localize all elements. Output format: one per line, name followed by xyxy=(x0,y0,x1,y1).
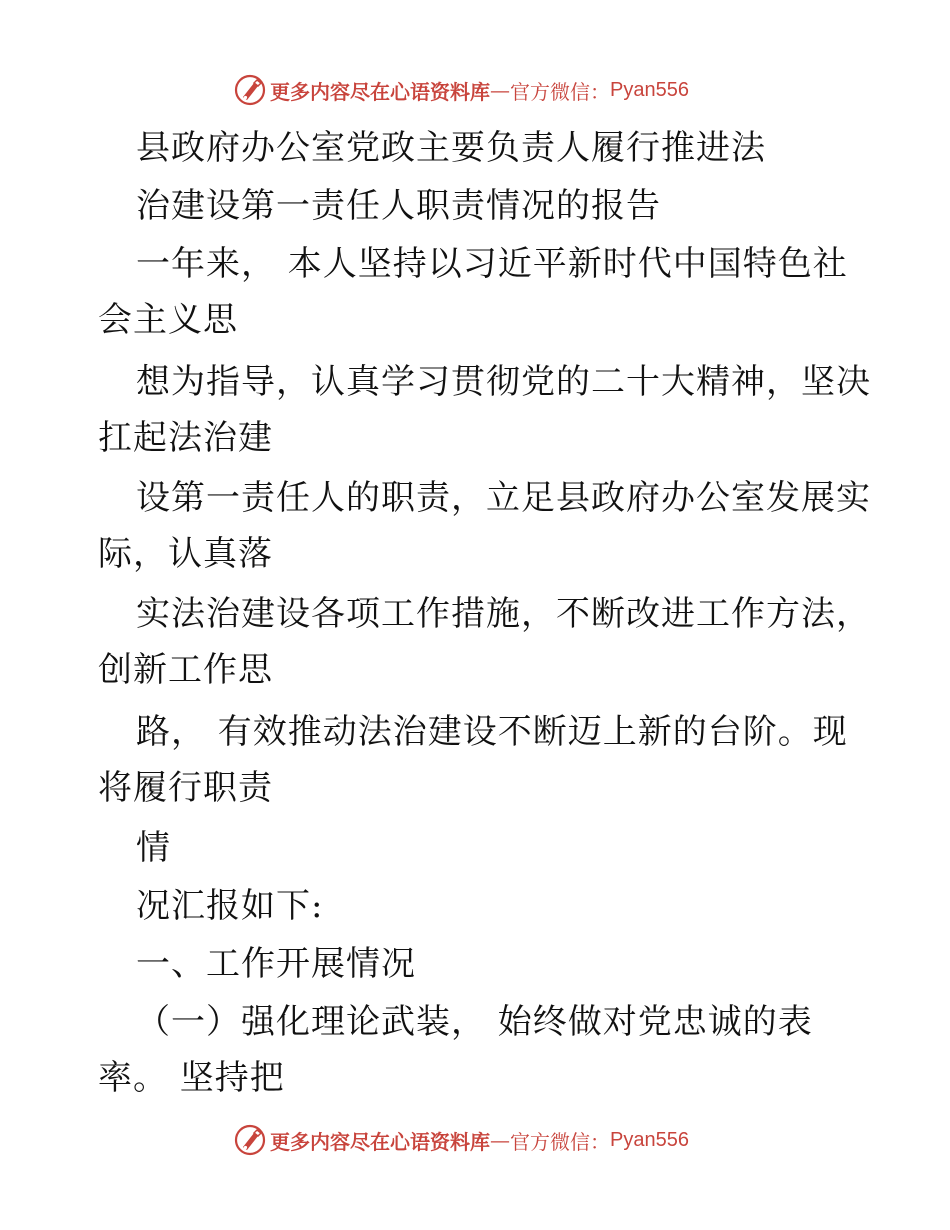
paragraph-line: 将履行职责 xyxy=(98,768,273,808)
title-line-1: 县政府办公室党政主要负责人履行推进法 xyxy=(136,128,766,168)
paragraph-line: 路， 有效推动法治建设不断迈上新的台阶。现 xyxy=(136,712,848,752)
watermark-dash: — xyxy=(490,1128,510,1152)
subsection-heading: （一）强化理论武装， 始终做对党忠诚的表 xyxy=(136,1002,813,1042)
section-heading: 一、工作开展情况 xyxy=(136,944,416,984)
paragraph-line: 会主义思 xyxy=(98,300,238,340)
watermark-dash: — xyxy=(490,78,510,102)
paragraph-line: 扛起法治建 xyxy=(98,418,273,458)
header-watermark xyxy=(234,72,714,108)
paragraph-line: 情 xyxy=(136,828,171,868)
paragraph-line: 实法治建设各项工作措施，不断改进工作方法， xyxy=(136,594,871,634)
title-line-2: 治建设第一责任人职责情况的报告 xyxy=(136,186,661,226)
paragraph-line: 一年来， 本人坚持以习近平新时代中国特色社 xyxy=(136,244,848,284)
fountain-pen-circle-icon xyxy=(234,74,266,106)
paragraph-line: 想为指导，认真学习贯彻党的二十大精神，坚决 xyxy=(136,362,871,402)
watermark-wechat-id: Pyan556 xyxy=(610,1128,689,1151)
watermark-lead-text: 更多内容尽在心语资料库 xyxy=(270,1129,490,1154)
watermark-label: 官方微信： xyxy=(510,79,610,104)
fountain-pen-circle-icon xyxy=(234,1124,266,1156)
paragraph-line: 率。 坚持把 xyxy=(98,1058,285,1098)
paragraph-line: 际，认真落 xyxy=(98,534,273,574)
watermark-wechat-id: Pyan556 xyxy=(610,78,689,101)
footer-watermark xyxy=(234,1122,714,1158)
watermark-lead-text: 更多内容尽在心语资料库 xyxy=(270,79,490,104)
watermark-label: 官方微信： xyxy=(510,1129,610,1154)
paragraph-line: 创新工作思 xyxy=(98,650,273,690)
paragraph-line: 设第一责任人的职责，立足县政府办公室发展实 xyxy=(136,478,871,518)
paragraph-line: 况汇报如下: xyxy=(136,886,324,926)
